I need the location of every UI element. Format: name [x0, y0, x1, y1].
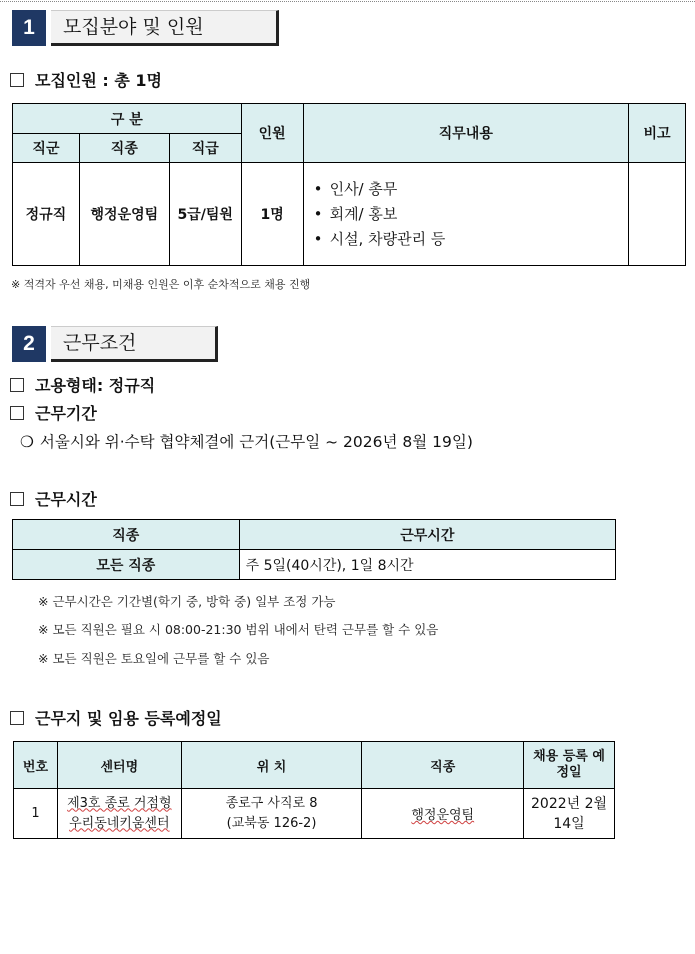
work-hours-line — [10, 487, 97, 510]
work-period-heading: 근무기간 — [35, 404, 97, 423]
center-line: 제3호 종로 거점형 — [67, 795, 172, 811]
duties-header: 직무내용 — [303, 104, 628, 163]
employment-type-text: 고용형태: 정규직 — [35, 376, 156, 395]
cell-group: 정규직 — [13, 163, 80, 266]
hours-note: ※ 모든 직원은 토요일에 근무를 할 수 있음 — [38, 651, 270, 666]
section-title: 모집분야 및 인원 — [51, 10, 279, 46]
workplace-cell-location — [181, 789, 362, 839]
date-line: 2022년 2월 — [531, 795, 608, 812]
recruit-table — [12, 103, 686, 266]
workplace-cell-center — [57, 789, 181, 839]
location-line: 종로구 사직로 8 — [225, 795, 318, 811]
hours-header-time: 근무시간 — [239, 520, 615, 550]
workplace-cell-job: 행정운영팀 — [362, 789, 524, 839]
workplace-header-no: 번호 — [14, 742, 58, 789]
work-period-detail — [20, 430, 473, 452]
center-line: 우리동네키움센터 — [69, 815, 170, 831]
workplace-header-job: 직종 — [362, 742, 524, 789]
cell-duties — [303, 163, 628, 266]
hours-note: ※ 모든 직원은 필요 시 08:00-21:30 범위 내에서 탄력 근무를 할 수 있음 — [38, 622, 439, 637]
list-item: • 시설, 차량관리 등 — [313, 229, 446, 248]
top-dotted-divider — [0, 1, 695, 2]
hours-cell-job: 모든 직종 — [13, 550, 240, 580]
sub-header-job: 직종 — [79, 134, 169, 163]
recruit-count-line — [10, 68, 162, 91]
note-header: 비고 — [629, 104, 686, 163]
cell-job: 행정운영팀 — [79, 163, 169, 266]
work-hours-table — [12, 519, 616, 580]
circle-bullet-icon: ❍ — [20, 433, 34, 451]
location-line: (교북동 126-2) — [226, 815, 317, 831]
checkbox-icon — [10, 378, 24, 392]
workplace-line — [10, 706, 222, 729]
date-line: 14일 — [553, 815, 585, 832]
count-header: 인원 — [241, 104, 303, 163]
workplace-heading: 근무지 및 임용 등록예정일 — [35, 709, 222, 728]
checkbox-icon — [10, 711, 24, 725]
hours-header-job: 직종 — [13, 520, 240, 550]
checkbox-icon — [10, 73, 24, 87]
work-period-line — [10, 401, 97, 424]
work-hours-heading: 근무시간 — [35, 490, 97, 509]
hours-cell-time: 주 5일(40시간), 1일 8시간 — [239, 550, 615, 580]
work-period-text: 서울시와 위·수탁 협약체결에 근거(근무일 ~ 2026년 8월 19일) — [39, 433, 473, 451]
checkbox-icon — [10, 492, 24, 506]
employment-type-line — [10, 373, 155, 396]
section-number: 1 — [12, 10, 46, 46]
cell-note — [629, 163, 686, 266]
sub-header-grade: 직급 — [169, 134, 241, 163]
section-number: 2 — [12, 326, 46, 362]
list-item: • 인사/ 총무 — [313, 179, 398, 198]
recruit-count-text: 모집인원 : 총 1명 — [35, 71, 162, 90]
group-header: 구 분 — [13, 104, 242, 134]
duties-list — [304, 177, 628, 252]
hours-note: ※ 근무시간은 기간별(학기 중, 방학 중) 일부 조정 가능 — [38, 594, 336, 609]
section-title: 근무조건 — [51, 326, 218, 362]
cell-count: 1명 — [241, 163, 303, 266]
checkbox-icon — [10, 406, 24, 420]
recruit-footnote: ※ 적격자 우선 채용, 미채용 인원은 이후 순차적으로 채용 진행 — [11, 278, 311, 291]
workplace-cell-date — [524, 789, 615, 839]
sub-header-group: 직군 — [13, 134, 80, 163]
workplace-table — [13, 741, 615, 839]
workplace-header-date: 채용 등록 예정일 — [524, 742, 615, 789]
cell-grade: 5급/팀원 — [169, 163, 241, 266]
workplace-cell-no: 1 — [14, 789, 58, 839]
workplace-header-center: 센터명 — [57, 742, 181, 789]
list-item: • 회계/ 홍보 — [313, 204, 398, 223]
workplace-header-location: 위 치 — [181, 742, 362, 789]
